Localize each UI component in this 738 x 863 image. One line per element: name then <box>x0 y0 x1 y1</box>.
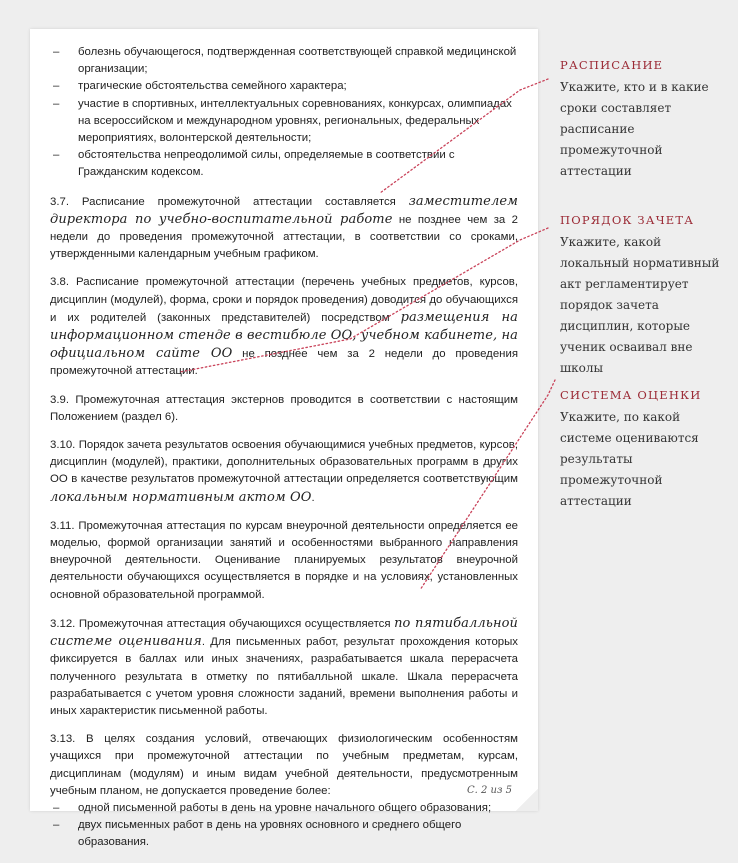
paragraph-3-11: 3.11. Промежуточная аттестация по курсам внеурочной деятельности определяется ее моделью, формой организации занятий и особенностями выбранного направления внеурочной деятельности. Оценивание планируемых результатов внеурочной деятельности обучающихся осуществляется в порядке и на условиях, установленных основной образовательной программой. <box>50 519 518 601</box>
note-schedule <box>560 58 730 182</box>
paragraph-3-10: 3.10. Порядок зачета результатов освоения обучающимися учебных предметов, курсов, дисциплин (модулей), практики, дополнительных образовательных программ в других ОО в качестве результатов промежуточной аттестации определяется соответствующим локальным нормативным актом ОО. <box>50 439 518 505</box>
note-title: ПОРЯДОК ЗАЧЕТА <box>560 213 695 227</box>
paragraph-3-7: 3.7. Расписание промежуточной аттестации составляется заместителем директора по учебно-воспитательной работе не позднее чем за 2 недели до проведения промежуточной аттестации, в соответствии со сроками, утвержденными календарным учебным графиком. <box>50 193 518 261</box>
note-title: РАСПИСАНИЕ <box>560 58 664 72</box>
note-credit-procedure <box>560 213 730 379</box>
page-number: С. 2 из 5 <box>467 785 512 796</box>
list-item: – участие в спортивных, интеллектуальных соревнованиях, конкурсах, олимпиадах на всероссийском и международном уровнях, региональных, федеральных мероприятиях, волонтерской деятельности; <box>50 96 518 148</box>
intro-bullet-list <box>50 44 518 182</box>
highlight-schedule-publication: размещения на информационном стенде в вестибюле ОО, учебном кабинете, на официальном сайте ОО <box>50 309 518 362</box>
paragraph-3-8: 3.8. Расписание промежуточной аттестации (перечень учебных предметов, курсов, дисциплин (модулей), форма, сроки и порядок проведения) доводится до обучающихся и их родителей (законных представителей) посредством размещения на информационном стенде в вестибюле ОО, учебном кабинете, на официальном сайте ОО не позднее чем за 2 недели до проведения промежуточной аттестации. <box>50 276 518 378</box>
list-item: – одной письменной работы в день на уровне начального общего образования; <box>50 800 518 817</box>
list-item: – двух письменных работ в день на уровнях основного и среднего общего образования. <box>50 817 518 851</box>
highlight-schedule-author: заместителем директора по учебно-воспитательной работе <box>50 193 518 227</box>
highlight-grading-system: по пятибалльной системе оценивания <box>50 615 519 650</box>
paragraph-3-13: 3.13. В целях создания условий, отвечающих физиологическим особенностям учащихся при промежуточной аттестации по учебным предметам, курсам, дисциплинам (модулям) и иным видам учебной деятельности, предусмотренным учебным планом, не допускается проведение более: <box>50 733 518 797</box>
paragraph-3-12: 3.12. Промежуточная аттестация обучающихся осуществляется по пятибалльной системе оценивания. Для письменных работ, результат прохождения которых фиксируется в баллах или иных значениях, разрабатывается шкала перерасчета полученного результата в отметку по пятибалльной шкале. Шкала перерасчета разрабатывается с учетом уровня сложности заданий, времени выполнения работы и иных характеристик письменной работы. <box>50 615 519 717</box>
paragraph-3-9: 3.9. Промежуточная аттестация экстернов проводится в соответствии с настоящим Положением (раздел 6). <box>50 393 518 423</box>
note-text: Укажите, кто и в какие сроки составляет расписание промежуточной аттестации <box>560 80 709 178</box>
note-grading-system <box>560 388 730 512</box>
document-page <box>30 29 538 849</box>
page-fold-corner <box>516 789 538 811</box>
note-text: Укажите, какой локальный нормативный акт регламентирует порядок зачета дисциплин, которые ученик осваивал вне школы <box>560 235 720 375</box>
note-title: СИСТЕМА ОЦЕНКИ <box>560 388 702 402</box>
final-bullet-list <box>50 800 518 852</box>
highlight-local-act: локальным нормативным актом ОО <box>50 489 312 505</box>
list-item: – трагические обстоятельства семейного характера; <box>50 78 518 95</box>
document-body <box>50 44 518 863</box>
note-text: Укажите, по какой системе оцениваются результаты промежуточной аттестации <box>560 410 699 508</box>
list-item: – болезнь обучающегося, подтвержденная соответствующей справкой медицинской организации; <box>50 44 518 78</box>
list-item: – обстоятельства непреодолимой силы, определяемые в соответствии с Гражданским кодексом. <box>50 147 518 181</box>
